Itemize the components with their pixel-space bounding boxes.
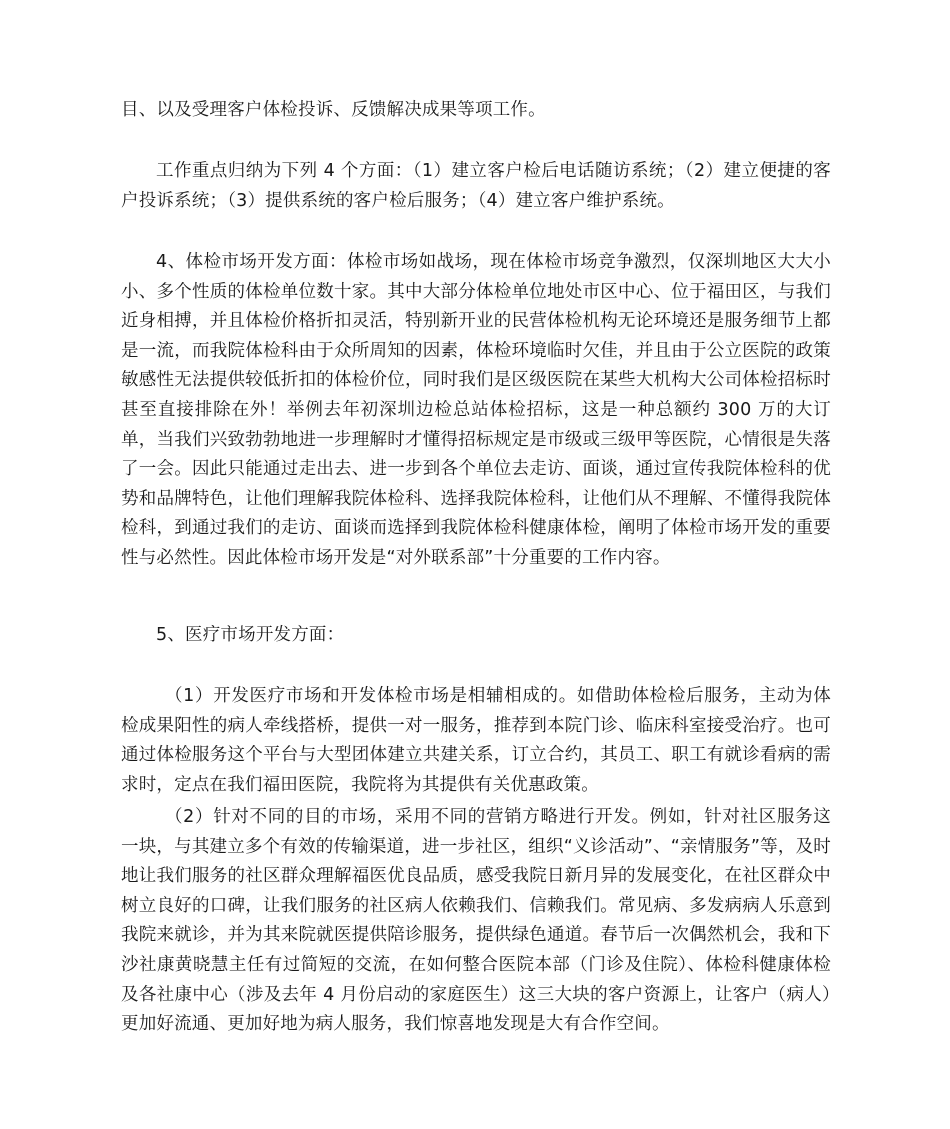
paragraph-continuation: 目、以及受理客户体检投诉、反馈解决成果等项工作。 xyxy=(121,100,546,120)
paragraph-medical-market-heading: 5、医疗市场开发方面： xyxy=(156,625,345,645)
paragraph-medical-market-item-2: （2）针对不同的目的市场，采用不同的营销方略进行开发。例如，针对社区服务这一块，与其建立多个有效的传输渠道，进一步社区，组织“义诊活动”、“亲情服务”等，及时地让我们服务的社区群众理解福医优良品质，感受我院日新月异的发展变化，在社区群众中树立良好的口碑，让我们服务的社区病人依赖我们、信赖我们。常见病、多发病病人乐意到我院来就诊，并为其来院就医提供陪诊服务，提供绿色通道。春节后一次偶然机会，我和下沙社康黄晓慧主任有过简短的交流，在如何整合医院本部（门诊及住院）、体检科健康体检及各社康中心（涉及去年 4 月份启动的家庭医生）这三大块的客户资源上，让客户（病人）更加好流通、更加好地为病人服务，我们惊喜地发现是大有合作空间。 xyxy=(121,807,831,1035)
paragraph-physical-exam-market: 4、体检市场开发方面：体检市场如战场，现在体检市场竞争激烈，仅深圳地区大大小小、多个性质的体检单位数十家。其中大部分体检单位地处市区中心、位于福田区，与我们近身相搏，并且体检价格折扣灵活，特别新开业的民营体检机构无论环境还是服务细节上都是一流，而我院体检科由于众所周知的因素，体检环境临时欠佳，并且由于公立医院的政策敏感性无法提供较低折扣的体检价位，同时我们是区级医院在某些大机构大公司体检招标时甚至直接排除在外！举例去年初深圳边检总站体检招标，这是一种总额约 300 万的大订单，当我们兴致勃勃地进一步理解时才懂得招标规定是市级或三级甲等医院，心情很是失落了一会。因此只能通过走出去、进一步到各个单位去走访、面谈，通过宣传我院体检科的优势和品牌特色，让他们理解我院体检科、选择我院体检科，让他们从不理解、不懂得我院体检科，到通过我们的走访、面谈而选择到我院体检科健康体检，阐明了体检市场开发的重要性与必然性。因此体检市场开发是“对外联系部”十分重要的工作内容。 xyxy=(121,252,831,568)
paragraph-medical-market-item-1: （1）开发医疗市场和开发体检市场是相辅相成的。如借助体检检后服务，主动为体检成果阳性的病人牵线搭桥，提供一对一服务，推荐到本院门诊、临床科室接受治疗。也可通过体检服务这个平台与大型团体建立共建关系，订立合约，其员工、职工有就诊看病的需求时，定点在我们福田医院，我院将为其提供有关优惠政策。 xyxy=(121,686,831,795)
paragraph-work-focus: 工作重点归纳为下列 4 个方面：（1）建立客户检后电话随访系统；（2）建立便捷的客户投诉系统；（3）提供系统的客户检后服务；（4）建立客户维护系统。 xyxy=(121,161,831,211)
